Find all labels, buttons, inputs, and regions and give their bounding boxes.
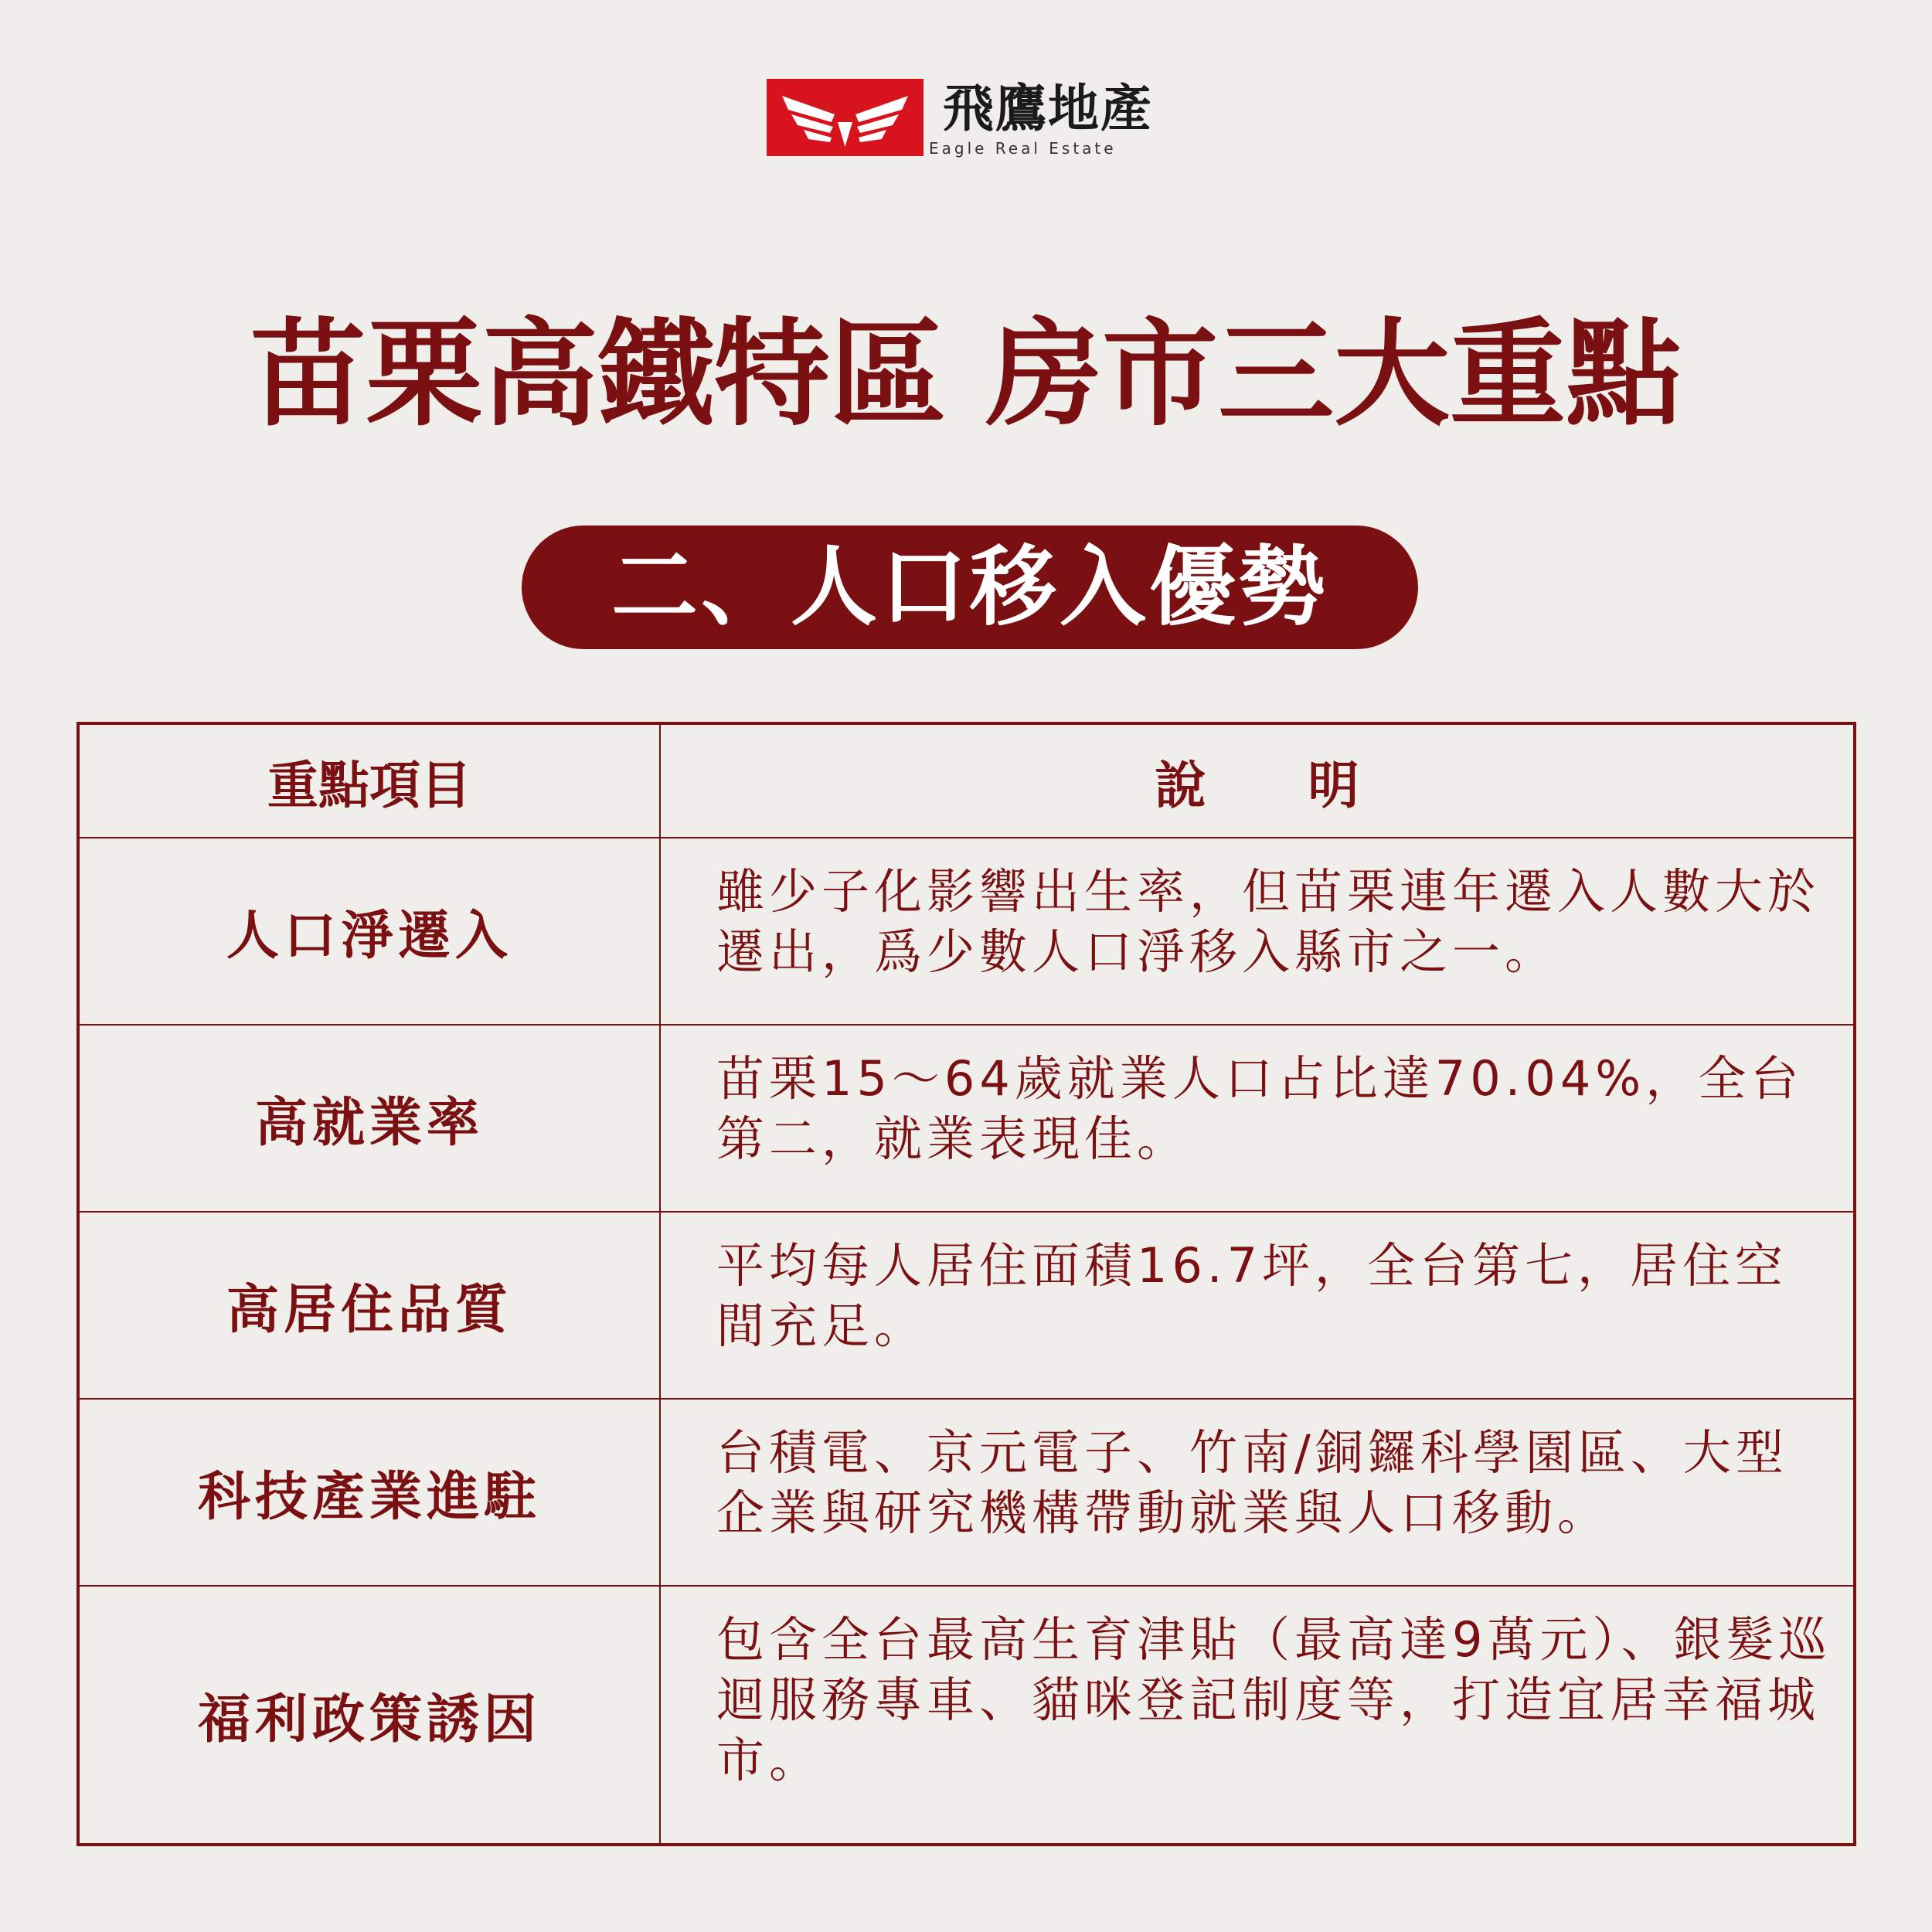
table-row	[78, 1025, 1855, 1212]
row-description: 包含全台最高生育津貼（最高達9萬元）、銀髮巡迴服務專車、貓咪登記制度等，打造宜居幸福城市。	[660, 1586, 1855, 1845]
row-item: 人口淨遷入	[78, 838, 660, 1025]
logo-name: 飛鷹地產	[943, 79, 1153, 138]
header-item: 重點項目	[78, 723, 660, 838]
row-description: 台積電、京元電子、竹南/銅鑼科學園區、大型企業與研究機構帶動就業與人口移動。	[660, 1399, 1855, 1586]
table-header-row	[78, 723, 1855, 838]
key-points-table	[77, 722, 1856, 1846]
logo-subtitle: Eagle Real Estate	[929, 139, 1117, 158]
section-label: 二、人口移入優勢	[611, 537, 1328, 638]
section-label-badge	[522, 526, 1418, 649]
row-item: 福利政策誘因	[78, 1586, 660, 1845]
row-item: 科技產業進駐	[78, 1399, 660, 1586]
row-item: 高就業率	[78, 1025, 660, 1212]
eagle-logo-icon	[767, 79, 923, 156]
page-title: 苗栗高鐵特區 房市三大重點	[250, 308, 1682, 442]
row-item: 高居住品質	[78, 1212, 660, 1399]
row-description: 雖少子化影響出生率，但苗栗連年遷入人數大於遷出，爲少數人口淨移入縣市之一。	[660, 838, 1855, 1025]
row-description: 平均每人居住面積16.7坪，全台第七，居住空間充足。	[660, 1212, 1855, 1399]
brand-logo	[767, 79, 1168, 156]
table-row	[78, 1586, 1855, 1845]
row-description: 苗栗15～64歲就業人口占比達70.04%，全台第二，就業表現佳。	[660, 1025, 1855, 1212]
header-description: 說 明	[660, 723, 1855, 838]
table-row	[78, 1399, 1855, 1586]
table-row	[78, 1212, 1855, 1399]
table-row	[78, 838, 1855, 1025]
